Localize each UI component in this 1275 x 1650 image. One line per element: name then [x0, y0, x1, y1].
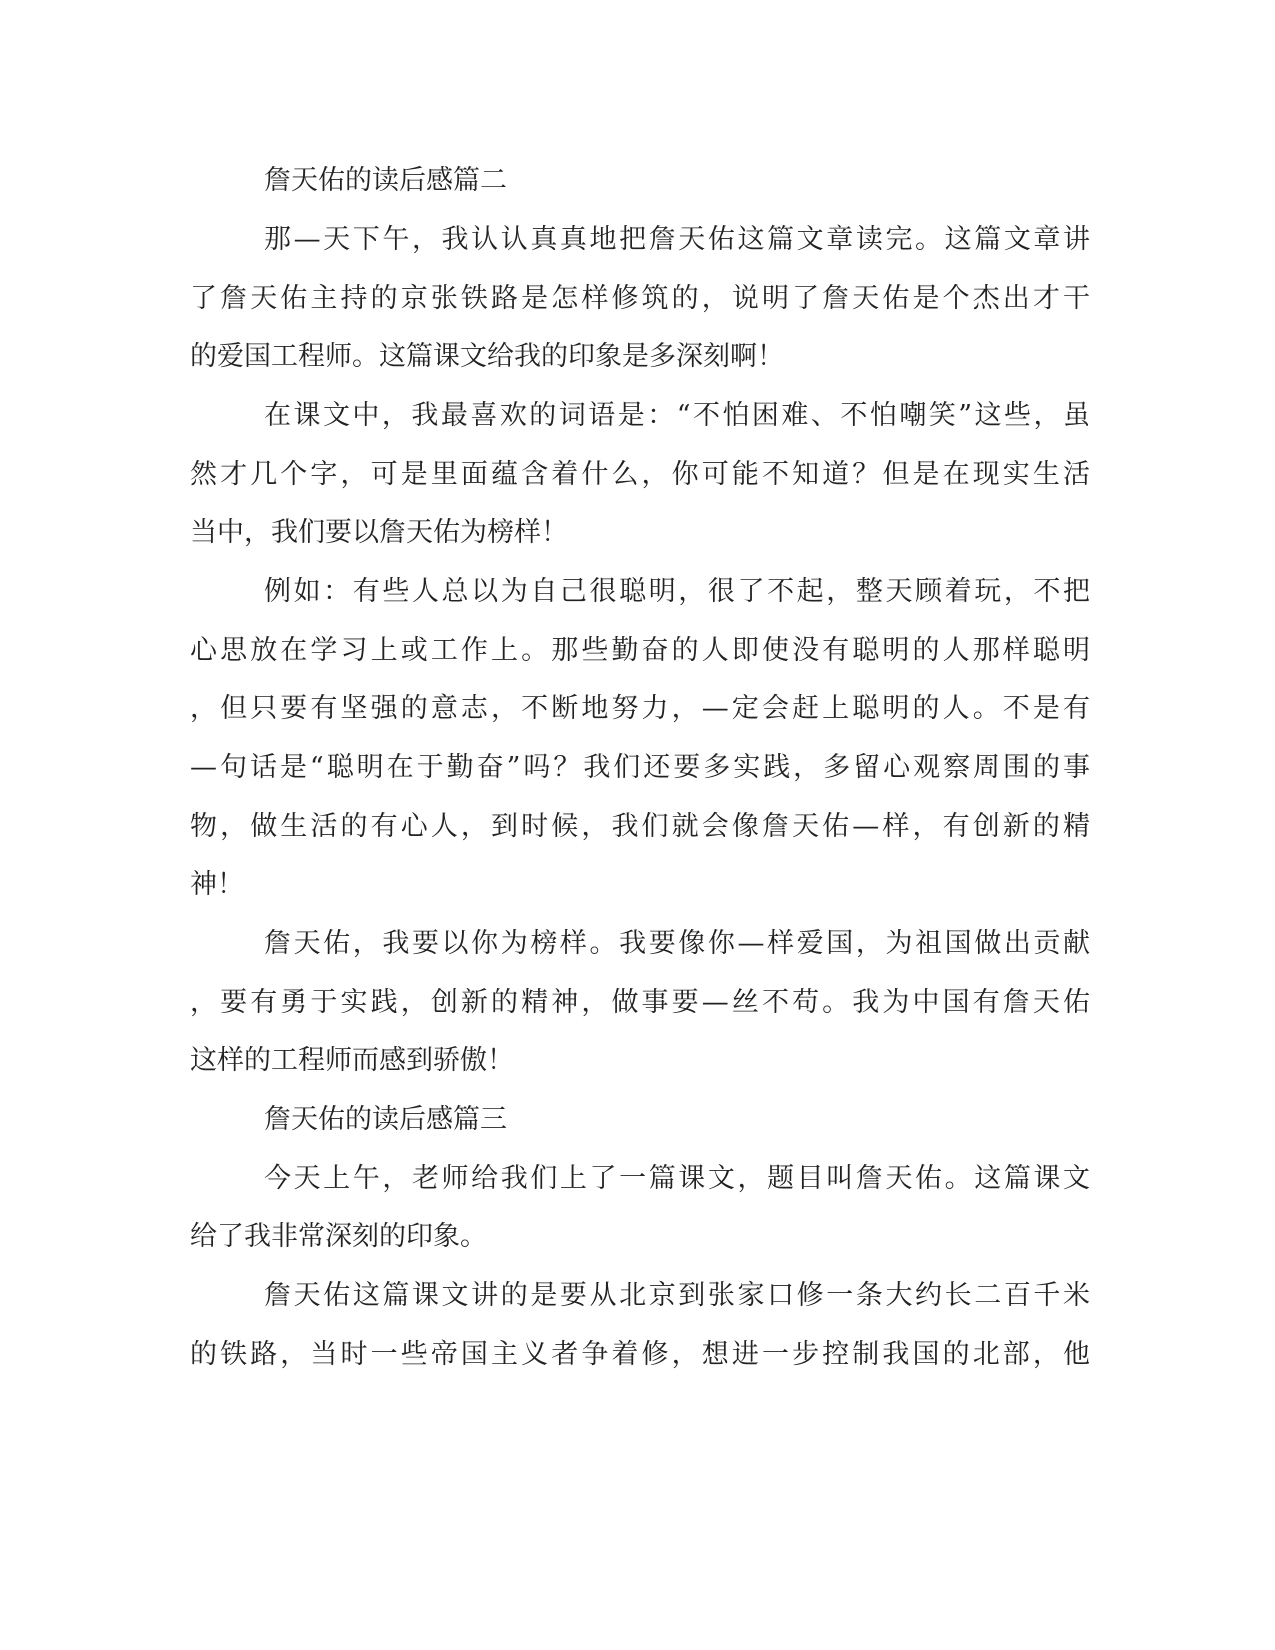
paragraph-line: ，要有勇于实践，创新的精神，做事要—丝不苟。我为中国有詹天佑: [190, 987, 1090, 1018]
paragraph-line: 当中，我们要以詹天佑为榜样！: [190, 517, 568, 548]
paragraph-line: 的爱国工程师。这篇课文给我的印象是多深刻啊！: [190, 341, 784, 372]
paragraph-line: 在课文中，我最喜欢的词语是：“不怕困难、不怕嘲笑”这些，虽: [264, 400, 1090, 431]
paragraph-line: 詹天佑，我要以你为榜样。我要像你—样爱国，为祖国做出贡献: [264, 928, 1090, 959]
paragraph-line: 今天上午，老师给我们上了一篇课文，题目叫詹天佑。这篇课文: [264, 1163, 1090, 1194]
paragraph-line: 心思放在学习上或工作上。那些勤奋的人即使没有聪明的人那样聪明: [190, 635, 1090, 666]
paragraph-line: 然才几个字，可是里面蕴含着什么，你可能不知道？但是在现实生活: [190, 459, 1090, 490]
paragraph-line: 这样的工程师而感到骄傲！: [190, 1045, 514, 1076]
paragraph-line: 那—天下午，我认认真真地把詹天佑这篇文章读完。这篇文章讲: [264, 224, 1090, 255]
paragraph-line: 物，做生活的有心人，到时候，我们就会像詹天佑—样，有创新的精: [190, 811, 1090, 842]
paragraph-line: 了詹天佑主持的京张铁路是怎样修筑的，说明了詹天佑是个杰出才干: [190, 283, 1090, 314]
paragraph-line: 的铁路，当时一些帝国主义者争着修，想进一步控制我国的北部，他: [190, 1339, 1090, 1370]
paragraph-line: 给了我非常深刻的印象。: [190, 1221, 487, 1252]
section-three-heading: 詹天佑的读后感篇三: [264, 1104, 507, 1135]
paragraph-line: 神！: [190, 869, 244, 900]
paragraph-line: 詹天佑这篇课文讲的是要从北京到张家口修一条大约长二百千米: [264, 1280, 1090, 1311]
paragraph-line: ，但只要有坚强的意志，不断地努力，—定会赶上聪明的人。不是有: [190, 693, 1090, 724]
section-two-heading: 詹天佑的读后感篇二: [264, 165, 507, 196]
paragraph-line: —句话是“聪明在于勤奋”吗？我们还要多实践，多留心观察周围的事: [190, 752, 1090, 783]
paragraph-line: 例如：有些人总以为自己很聪明，很了不起，整天顾着玩，不把: [264, 576, 1090, 607]
